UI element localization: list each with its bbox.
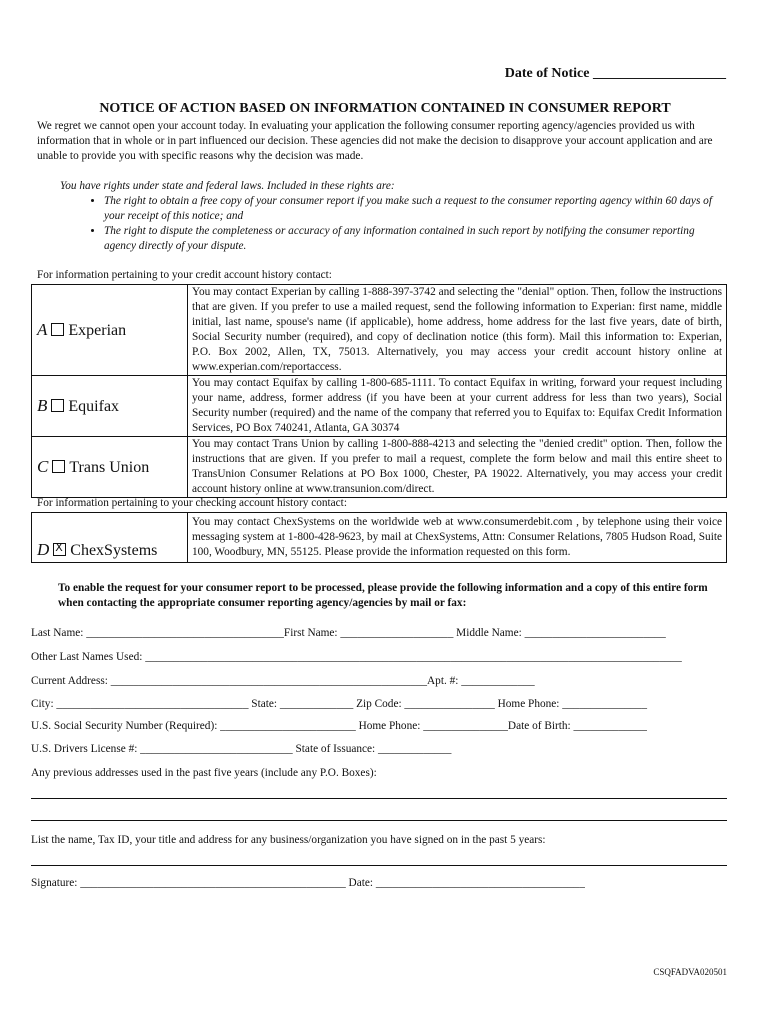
agency-name: Experian [68,322,127,339]
agency-cell [32,376,188,437]
transunion-checkbox[interactable] [52,460,65,473]
chexsystems-checkbox[interactable] [53,543,66,556]
credit-agency-table [31,284,727,498]
rights-lead: You have rights under state and federal laws. Included in these rights are: [60,180,395,192]
credit-section-label: For information pertaining to your credit account history contact: [37,269,332,281]
agency-letter: B [37,396,48,415]
checking-section-label: For information pertaining to your checking account history contact: [37,497,347,509]
previous-addresses-label: Any previous addresses used in the past five years (include any P.O. Boxes): [31,767,377,779]
agency-cell [32,285,188,376]
signature-date-row[interactable]: Signature: _______________________________________________ Date: _____________________________________ [31,877,585,889]
previous-address-line[interactable] [31,820,727,821]
date-of-notice[interactable]: Date of Notice ___________________ [504,66,726,81]
agency-name: Equifax [68,398,120,415]
agency-name: Trans Union [69,459,150,476]
city-state-zip-row[interactable]: City: __________________________________ State: _____________ Zip Code: ________________ Home Phone: _______________ [31,698,647,710]
agency-row-transunion [32,437,727,498]
business-list-label: List the name, Tax ID, your title and address for any business/organization you have signed on in the past 5 years: [31,834,546,846]
agency-instructions: You may contact Trans Union by calling 1-800-888-4213 and selecting the "denied credit" option. Then, follow the instructions that are given. If you prefer to mail a request, complete the form below and mail this entire sheet to TransUnion Consumer Relations at PO Box 1000, Chester, PA 19022. Alternatively, you may access your credit account history online at www.transunion.com/direct. [188,437,727,498]
checking-agency-table [31,512,727,563]
equifax-checkbox[interactable] [51,399,64,412]
intro-paragraph: We regret we cannot open your account today. In evaluating your application the following consumer reporting agency/agencies provided us with information that in whole or in part influenced our decision. These agencies did not make the decision to disapprove your account application and are unable to provide you with specific reasons why the decision was made. [37,120,713,162]
agency-instructions: You may contact Experian by calling 1-888-397-3742 and selecting the "denial" option. Then, follow the instructions that are given. If you prefer to use a mailed request, send the following information to Experian: first name, middle initial, last name, spouse's name (if applicable), home address, home address for the last five years, date of birth, Social Security number (required), and copy of declination notice (this form). Mail this information to: Experian, P.O. Box 2002, Allen, TX, 75013. Alternatively, you may access your credit account history online at www.experian.com/reportaccess. [188,285,727,376]
page-title: NOTICE OF ACTION BASED ON INFORMATION CONTAINED IN CONSUMER REPORT [99,101,671,116]
agency-row-chexsystems [32,513,727,563]
agency-cell [32,437,188,498]
agency-cell [32,513,188,563]
previous-address-line[interactable] [31,798,727,799]
agency-name: ChexSystems [70,542,158,559]
agency-instructions: You may contact ChexSystems on the worldwide web at www.consumerdebit.com , by telephone using their voice messaging system at 1-800-428-9623, by mail at ChexSystems, Attn: Consumer Relations, 7805 Hudson Road, Suite 100, Woodbury, MN, 55125. Please provide the information requested on this form. [188,513,727,563]
rights-list [60,194,720,254]
agency-instructions: You may contact Equifax by calling 1-800-685-1111. To contact Equifax in writing, forward your request including your name, address, former address (if you have been at your current address for less than two years), Social Security number (required) and the name of the company that referred you to Equifax to: Equifax Credit Information Services, PO Box 740241, Atlanta, GA 30374 [188,376,727,437]
name-fields-row[interactable]: Last Name: ___________________________________First Name: ____________________ Middle Name: _________________________ [31,627,666,639]
agency-letter: D [37,540,50,559]
rights-item: • The right to obtain a free copy of your consumer report if you make such a request to the consumer reporting agency within 60 days of your receipt of this notice; and [104,194,720,224]
check-mark-icon: X [55,541,63,554]
agency-letter: C [37,457,49,476]
agency-letter: A [37,320,48,339]
agency-row-experian [32,285,727,376]
current-address-row[interactable]: Current Address: ________________________________________________________Apt. #: _____________ [31,675,535,687]
other-last-names-field[interactable]: Other Last Names Used: _______________________________________________________________________________________________ [31,651,682,663]
enable-request-text: To enable the request for your consumer report to be processed, please provide the following information and a copy of this entire form when contacting the appropriate consumer reporting agency/agencies by mail or fax: [58,582,708,609]
ssn-dob-row[interactable]: U.S. Social Security Number (Required): ________________________ Home Phone: _______________Date of Birth: _____________ [31,720,647,732]
rights-block [60,179,720,254]
rights-item: • The right to dispute the completeness or accuracy of any information contained in such report by notifying the consumer reporting agency directly of your dispute. [104,224,720,254]
form-code: CSQFADVA020501 [653,967,727,977]
agency-row-equifax [32,376,727,437]
drivers-license-row[interactable]: U.S. Drivers License #: ___________________________ State of Issuance: _____________ [31,743,452,755]
business-list-line[interactable] [31,865,727,866]
experian-checkbox[interactable] [51,323,64,336]
